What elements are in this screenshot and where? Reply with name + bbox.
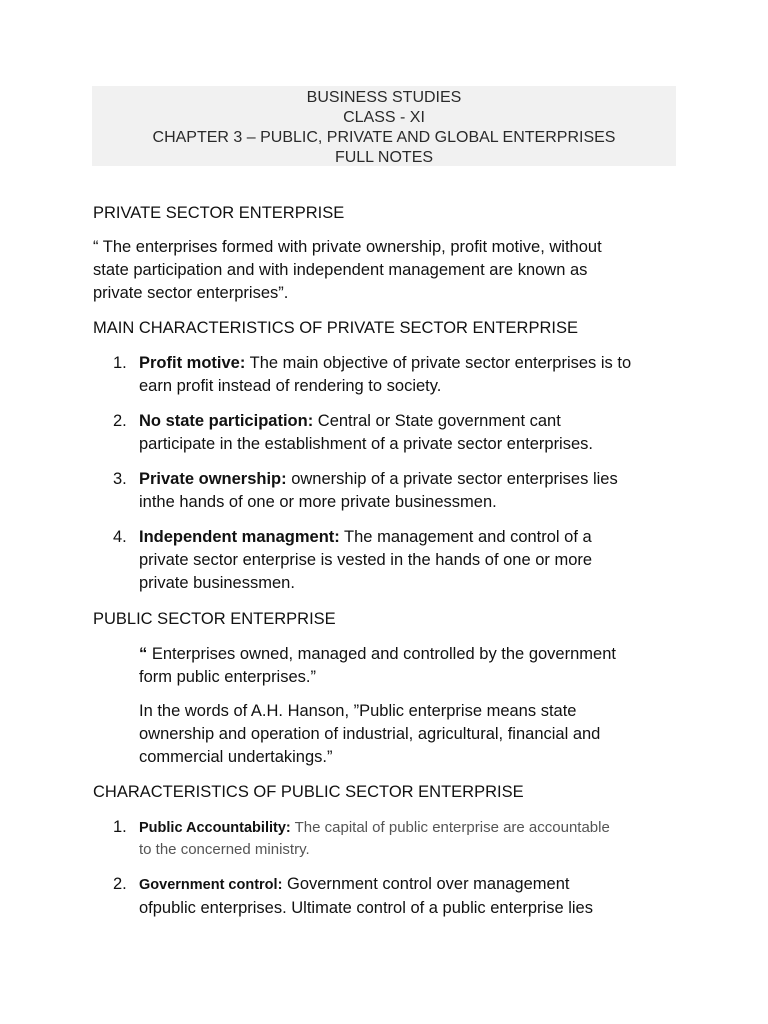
list-term: Profit motive: (139, 354, 246, 372)
list-number: 3. (113, 470, 127, 488)
list-text: private businessmen. (139, 574, 295, 592)
list-number: 2. (113, 412, 127, 430)
quote-line: ownership and operation of industrial, agricultural, financial and (139, 725, 601, 743)
list-term: Independent managment: (139, 528, 340, 546)
definition-line: Enterprises owned, managed and controlled by the government (147, 645, 616, 663)
list-term: Public Accountability: (139, 820, 291, 836)
list-text: The main objective of private sector enterprises is to (245, 354, 632, 372)
list-text: to the concerned ministry. (139, 841, 310, 858)
chapter-heading: CHAPTER 3 – PUBLIC, PRIVATE AND GLOBAL ENTERPRISES (152, 129, 616, 146)
quote-line: commercial undertakings.” (139, 748, 333, 766)
definition-line: form public enterprises.” (139, 668, 316, 686)
list-term: No state participation: (139, 412, 314, 430)
public-characteristics-title: CHARACTERISTICS OF PUBLIC SECTOR ENTERPRISE (93, 783, 524, 801)
notes-heading: FULL NOTES (334, 149, 434, 166)
definition-line: state participation and with independent management are known as (93, 261, 588, 279)
public-definition (139, 643, 679, 689)
list-text: ofpublic enterprises. Ultimate control of a public enterprise lies (139, 899, 593, 917)
quote-line: In the words of A.H. Hanson, ”Public enterprise means state (139, 702, 577, 720)
private-sector-title: PRIVATE SECTOR ENTERPRISE (93, 204, 345, 222)
list-term: Government control: (139, 877, 283, 893)
definition-line: private sector enterprises”. (93, 284, 289, 302)
list-number: 1. (113, 818, 127, 836)
public-sector-title: PUBLIC SECTOR ENTERPRISE (93, 610, 336, 628)
list-text: ownership of a private sector enterprises lies (286, 470, 618, 488)
document-header (92, 86, 676, 166)
list-text: private sector enterprise is vested in the hands of one or more (139, 551, 593, 569)
list-number: 2. (113, 875, 127, 893)
class-heading: CLASS - XI (343, 109, 425, 126)
list-text: inthe hands of one or more private businessmen. (139, 493, 497, 511)
definition-line: “ The enterprises formed with private ownership, profit motive, without (93, 238, 602, 256)
list-number: 4. (113, 528, 127, 546)
list-term: Private ownership: (139, 470, 287, 488)
subject-heading: BUSINESS STUDIES (306, 89, 462, 106)
list-text: participate in the establishment of a private sector enterprises. (139, 435, 593, 453)
list-text: The management and control of a (339, 528, 592, 546)
list-text: The capital of public enterprise are accountable (290, 819, 610, 836)
quote-mark: “ (139, 645, 148, 663)
list-number: 1. (113, 354, 127, 372)
private-definition (93, 236, 683, 305)
list-text: Government control over management (282, 875, 570, 893)
private-characteristics-title: MAIN CHARACTERISTICS OF PRIVATE SECTOR ENTERPRISE (93, 319, 578, 337)
list-text: earn profit instead of rendering to society. (139, 377, 442, 395)
hanson-quote (139, 700, 679, 769)
list-text: Central or State government cant (313, 412, 561, 430)
